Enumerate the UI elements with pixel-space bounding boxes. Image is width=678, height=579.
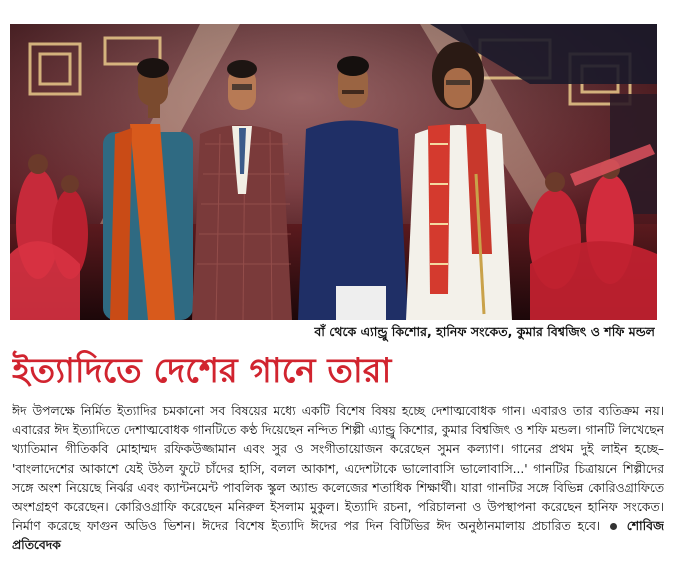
article-body-text: ঈদ উপলক্ষে নির্মিত ইত্যাদির চমকানো সব বিষয়ের মধ্যে একটি বিশেষ বিষয় হচ্ছে দেশাত্মবোধক গান। এবারও তার ব্যতিক্রম নয়। এবারের ঈদ ইত্যাদিতে দেশাত্মবোধক গানটিতে কণ্ঠ দিয়েছেন নন্দিত শিল্পী এ্যান্ড্রু কিশোর, কুমার বিশ্বজিৎ ও শফি মন্ডল। গানটি লিখেছেন খ্যাতিমান গীতিকবি মোহাম্মদ রফিকউজ্জামান এবং সুর ও সংগীতায়োজন করেছেন সুমন কল্যাণ। গানের প্রথম দুই লাইন হচ্ছে– 'বাংলাদেশের আকাশে যেই উঠল ফুটে চাঁদের হাসি, বলল আকাশ, এদেশটাকে ভালোবাসি ভালোবাসি...' গানটির চিত্রায়নে শিল্পীদের সঙ্গে অংশ নিয়েছে নির্ঝর এবং ক্যান্টনমেন্ট পাবলিক স্কুল অ্যান্ড কলেজের শতাধিক শিক্ষার্থী। যারা গানটির সঙ্গে বিভিন্ন কোরিওগ্রাফিতে অংশগ্রহণ করেছেন। কোরিওগ্রাফি করেছেন মনিরুল ইসলাম মুকুল। ইত্যাদি রচনা, পরিচালনা ও উপস্থাপনা করেছেন হানিফ সংকেত। নির্মাণ করেছে ফাগুন অডিও ভিশন। ঈদের বিশেষ ইত্যাদি ঈদের পর দিন বিটিভির ঈদ অনুষ্ঠানমালায় প্রচারিত হবে।	[12, 404, 664, 534]
article-body	[12, 402, 664, 574]
article-byline: শোবিজ প্রতিবেদক	[12, 519, 664, 553]
photo-caption: বাঁ থেকে এ্যান্ড্রু কিশোর, হানিফ সংকেত, কুমার বিশ্বজিৎ ও শফি মন্ডল	[314, 324, 655, 339]
article-headline: ইত্যাদিতে দেশের গানে তারা	[12, 351, 392, 391]
bullet-icon	[610, 523, 617, 530]
article-photo	[10, 24, 657, 320]
